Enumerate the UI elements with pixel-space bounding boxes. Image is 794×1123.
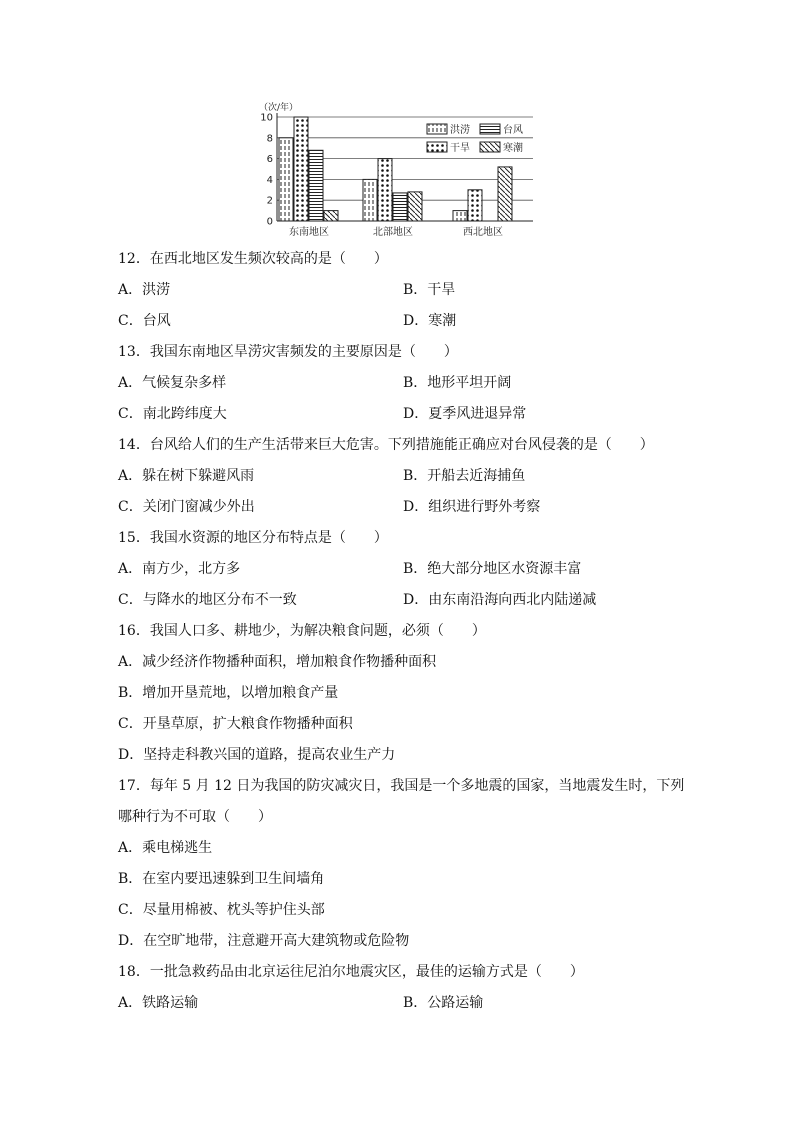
y-tick-label: 2 [266,195,273,207]
option-row [118,680,688,711]
legend-swatch [480,142,500,152]
legend-label: 干旱 [450,143,470,154]
legend-swatch [480,124,500,134]
option-row [118,866,688,897]
question-stem-continued: 哪种行为不可取（ ） [118,809,272,825]
option-row [118,556,688,587]
y-tick-label: 4 [266,174,273,186]
x-tick-label: 东南地区 [289,227,329,238]
answer-option: B．绝大部分地区水资源丰富 [403,561,582,577]
question-stem: 13．我国东南地区旱涝灾害频发的主要原因是（ ） [118,344,458,360]
question-stem: 15．我国水资源的地区分布特点是（ ） [118,530,388,546]
answer-option: A．铁路运输 [118,995,199,1011]
legend-label: 洪涝 [450,125,470,136]
option-row [118,835,688,866]
option-row [118,308,688,339]
answer-option: C．台风 [118,313,171,329]
answer-option: C．与降水的地区分布不一致 [118,592,297,608]
answer-option: B．在室内要迅速躲到卫生间墙角 [118,871,325,887]
answer-option: A．减少经济作物播种面积，增加粮食作物播种面积 [118,654,437,670]
y-tick-label: 10 [260,112,273,124]
legend-swatch [427,124,447,134]
option-row [118,990,688,1021]
answer-option: A．气候复杂多样 [118,375,227,391]
question-stem: 14．台风给人们的生产生活带来巨大危害。下列措施能正确应对台风侵袭的是（ ） [118,437,654,453]
bar [498,167,512,221]
question-list [118,246,688,1021]
answer-option: D．由东南沿海向西北内陆递减 [403,592,597,608]
answer-option: C．尽量用棉被、枕头等护住头部 [118,902,325,918]
answer-option: A．乘电梯逃生 [118,840,213,856]
answer-option: B．地形平坦开阔 [403,375,512,391]
answer-option: D．寒潮 [403,313,457,329]
legend-swatch [427,142,447,152]
answer-option: C．南北跨纬度大 [118,406,227,422]
y-tick-label: 0 [266,216,273,228]
legend-label: 台风 [503,125,523,136]
question-stem: 17．每年 5 月 12 日为我国的防灾减灾日，我国是一个多地震的国家，当地震发生时，下列 [118,778,685,794]
bar [408,192,422,221]
option-row [118,928,688,959]
answer-option: B．公路运输 [403,995,484,1011]
option-row [118,742,688,773]
option-row [118,711,688,742]
answer-option: D．坚持走科教兴国的道路，提高农业生产力 [118,747,396,763]
option-row [118,277,688,308]
y-tick-label: 8 [266,133,273,145]
bar [324,211,338,221]
answer-option: D．组织进行野外考察 [403,499,541,515]
answer-option: A．洪涝 [118,282,171,298]
bar [309,150,323,221]
option-row [118,463,688,494]
bar [279,138,293,221]
answer-option: C．关闭门窗减少外出 [118,499,255,515]
option-row [118,649,688,680]
question-stem: 16．我国人口多、耕地少，为解决粮食问题，必须（ ） [118,623,486,639]
answer-option: D．夏季风进退异常 [403,406,527,422]
bar [294,117,308,221]
bar [453,211,467,221]
answer-option: D．在空旷地带，注意避开高大建筑物或危险物 [118,933,410,949]
y-tick-label: 6 [266,154,273,166]
y-axis-label: （次/年） [259,103,299,113]
question-stem: 18．一批急救药品由北京运往尼泊尔地震灾区，最佳的运输方式是（ ） [118,964,584,980]
chart-svg [255,98,535,240]
x-tick-label: 西北地区 [463,227,503,238]
option-row [118,401,688,432]
bar [468,190,482,221]
option-row [118,897,688,928]
answer-option: B．干旱 [403,282,456,298]
option-row [118,587,688,618]
bar [363,179,377,221]
legend-label: 寒潮 [503,143,523,154]
x-tick-label: 北部地区 [373,227,413,238]
bar [393,193,407,221]
answer-option: C．开垦草原，扩大粮食作物播种面积 [118,716,353,732]
answer-option: B．增加开垦荒地，以增加粮食产量 [118,685,339,701]
question-stem: 12．在西北地区发生频次较高的是（ ） [118,251,388,267]
bar [378,159,392,221]
answer-option: A．南方少，北方多 [118,561,241,577]
answer-option: B．开船去近海捕鱼 [403,468,526,484]
option-row [118,370,688,401]
answer-option: A．躲在树下躲避风雨 [118,468,255,484]
disaster-frequency-chart [255,98,535,240]
option-row [118,494,688,525]
